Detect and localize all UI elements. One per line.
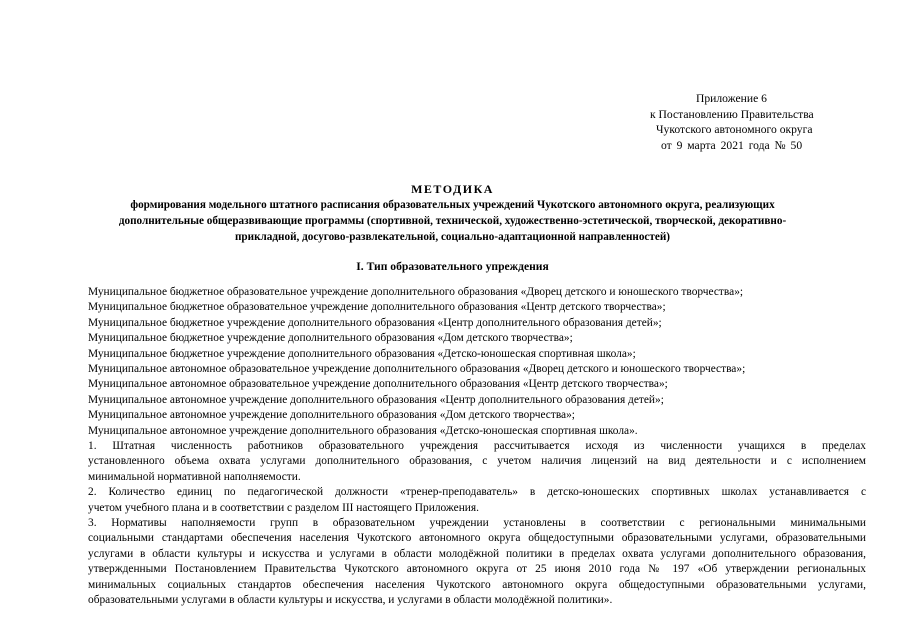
appendix-header (640, 91, 880, 154)
paragraph-line: учетом учебного плана и в соответствии с разделом III настоящего Приложения. (88, 501, 479, 514)
paragraphs (60, 439, 866, 608)
institution-list (88, 285, 868, 439)
section-heading: I. Тип образовательного упреждения (356, 260, 549, 273)
document-subtitle (50, 197, 855, 245)
paragraph-line: минимальных социальных стандартов обеспечения населения Чукотского автономного округа общедоступными образовательными услугами, (88, 578, 866, 591)
institution-item: Муниципальное бюджетное образовательное учреждение дополнительного образования «Центр детского творчества»; (88, 301, 666, 314)
paragraph-line: социальными стандартами обеспечения населения Чукотского автономного округа общедоступными образовательными услугами, образовательными (88, 532, 866, 545)
document-title: МЕТОДИКА (411, 182, 494, 196)
institution-item: Муниципальное бюджетное учреждение дополнительного образования «Дом детского творчества»; (88, 332, 573, 345)
subtitle-line: дополнительные общеразвивающие программы (спортивной, технической, художественно-эстетической, творческой, декоративно- (118, 215, 787, 227)
paragraph-1 (60, 439, 866, 485)
paragraph-line: установленного объема охвата услугами дополнительного образования, с учетом наличия лицензий на вид деятельности и с исполнением (88, 455, 866, 468)
paragraph-line: образовательными услугами в области культуры и искусства, и услугами в области молодёжной политики». (88, 594, 613, 607)
paragraph-line: минимальной нормативной наполняемости. (88, 470, 301, 483)
appendix-region: Чукотского автономного округа (656, 123, 813, 137)
paragraph-line: 3. Нормативы наполняемости групп в образовательном учреждении установлены в соответствии с региональными минимальными (88, 517, 866, 530)
appendix-number: Приложение 6 (696, 92, 767, 105)
institution-item: Муниципальное бюджетное образовательное учреждение дополнительного образования «Дворец детского и юношеского творчества»; (88, 286, 744, 298)
institution-item: Муниципальное автономное учреждение дополнительного образования «Детско-юношеская спортивная школа». (88, 424, 638, 437)
subtitle-line: формирования модельного штатного расписания образовательных учреждений Чукотского автономного округа, реализующих (130, 199, 775, 211)
institution-item: Муниципальное автономное учреждение дополнительного образования «Дом детского творчества»; (88, 409, 575, 422)
paragraph-line: услугами в области культуры и искусства и услугами в области молодёжной политики в пределах охвата услугами дополнительного образования, (88, 547, 866, 560)
appendix-reference: к Постановлению Правительства (650, 107, 814, 121)
paragraph-3 (60, 516, 866, 608)
paragraph-line: 1. Штатная численность работников образовательного учреждения рассчитывается исходя из численности учащихся в пределах (88, 440, 866, 452)
paragraph-line: утвержденными Постановлением Правительства Чукотского автономного округа от 25 июня 2010 года № 197 «Об утверждении региональных (88, 563, 866, 576)
institution-item: Муниципальное автономное образовательное учреждение дополнительного образования «Центр детского творчества»; (88, 378, 668, 391)
institution-item: Муниципальное бюджетное учреждение дополнительного образования «Детско-юношеская спортивная школа»; (88, 347, 636, 360)
institution-item: Муниципальное автономное образовательное учреждение дополнительного образования «Дворец детского и юношеского творчества»; (88, 363, 746, 376)
paragraph-2 (60, 485, 866, 516)
institution-item: Муниципальное бюджетное учреждение дополнительного образования «Центр дополнительного образования детей»; (88, 316, 662, 329)
institution-item: Муниципальное автономное учреждение дополнительного образования «Центр дополнительного образования детей»; (88, 393, 664, 406)
paragraph-line: 2. Количество единиц по педагогической должности «тренер-преподаватель» в детско-юношеских спортивных школах устанавливается с (88, 486, 866, 499)
appendix-date: от 9 марта 2021 года № 50 (661, 139, 803, 153)
subtitle-line: прикладной, досугово-развлекательной, социально-адаптационной направленностей) (234, 231, 671, 243)
